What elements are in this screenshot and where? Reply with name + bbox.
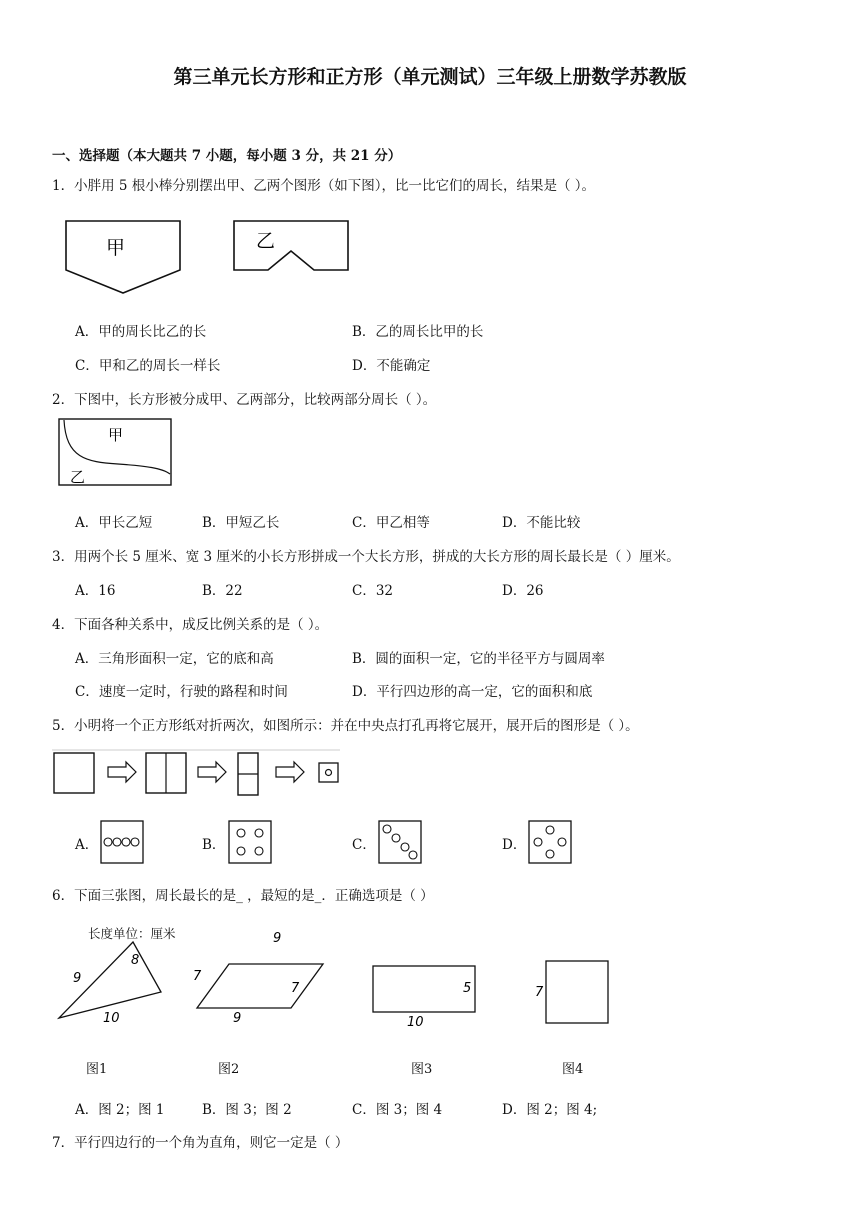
fig2-shape [197,964,323,1008]
figure-caption-1: 图1 [86,1062,108,1077]
q2-option-c[interactable]: C．甲乙相等 [352,515,430,531]
q4-option-a[interactable]: A．三角形面积一定，它的底和高 [75,651,274,667]
svg-text:10: 10 [407,1015,424,1030]
q2-label-yi: 乙 [70,468,86,486]
unit-note: 长度单位：厘米 [88,926,176,941]
q5-option-d-figure[interactable] [528,820,574,864]
q2-option-d[interactable]: D．不能比较 [502,515,581,531]
q6-option-a[interactable]: A．图 2；图 1 [75,1102,165,1118]
question-1-text: 1．小胖用 5 根小棒分别摆出甲、乙两个图形（如下图），比一比它们的周长，结果是（ ）。 [52,178,596,194]
svg-text:9: 9 [73,971,82,986]
q5-option-d[interactable]: D． [502,837,527,853]
q1-option-c[interactable]: C．甲和乙的周长一样长 [75,358,221,374]
q6-option-d[interactable]: D．图 2；图 4; [502,1102,598,1118]
q5-option-a[interactable]: A． [75,837,99,853]
arrow-right-icon [276,762,304,782]
question-6-text: 6．下面三张图，周长最长的是_ ，最短的是_．正确选项是（ ） [52,888,434,904]
figure-caption-3: 图3 [411,1062,433,1077]
page-title: 第三单元长方形和正方形（单元测试）三年级上册数学苏教版 [173,66,687,88]
q5-option-c[interactable]: C． [352,837,376,853]
svg-text:10: 10 [103,1011,120,1026]
question-7-text: 7．平行四边行的一个角为直角，则它一定是（ ） [52,1135,349,1151]
q3-option-a[interactable]: A．16 [75,583,116,599]
fig3-rectangle [373,966,475,1012]
question-5-text: 5．小明将一个正方形纸对折两次，如图所示：并在中央点打孔再将它展开，展开后的图形是（ ）。 [52,718,639,734]
fold-step-square [54,753,94,793]
question-4-text: 4．下面各种关系中，成反比例关系的是（ ）。 [52,617,329,633]
svg-text:9: 9 [233,1011,242,1026]
q6-option-c[interactable]: C．图 3；图 4 [352,1102,443,1118]
shape-jia-label: 甲 [106,237,126,259]
q5-option-c-figure[interactable] [378,820,424,864]
q4-option-d[interactable]: D．平行四边形的高一定，它的面积和底 [352,684,593,700]
q2-option-b[interactable]: B．甲短乙长 [202,515,280,531]
question-2-figure [58,418,174,488]
svg-text:9: 9 [273,931,282,946]
question-6-figures [55,930,625,1030]
question-3-text: 3．用两个长 5 厘米、宽 3 厘米的小长方形拼成一个大长方形，拼成的大长方形的周长最长是（ ）厘米。 [52,549,680,565]
q2-option-a[interactable]: A．甲长乙短 [75,515,153,531]
arrow-right-icon [108,762,136,782]
q1-option-a[interactable]: A．甲的周长比乙的长 [75,324,207,340]
q1-option-b[interactable]: B．乙的周长比甲的长 [352,324,484,340]
svg-text:5: 5 [463,981,472,996]
q2-label-jia: 甲 [108,426,124,444]
question-5-folding-figure [52,749,352,799]
figure-caption-2: 图2 [218,1062,240,1077]
q5-option-b[interactable]: B． [202,837,226,853]
q3-option-c[interactable]: C．32 [352,583,394,599]
q5-option-b-figure[interactable] [228,820,274,864]
figure-caption-4: 图4 [562,1062,584,1077]
q4-option-c[interactable]: C．速度一定时，行驶的路程和时间 [75,684,288,700]
question-1-figure [60,215,360,300]
q1-option-d[interactable]: D．不能确定 [352,358,431,374]
arrow-right-icon [198,762,226,782]
svg-text:7: 7 [535,985,544,1000]
svg-text:8: 8 [131,953,140,968]
q3-option-d[interactable]: D．26 [502,583,544,599]
q6-option-b[interactable]: B．图 3；图 2 [202,1102,292,1118]
q3-option-b[interactable]: B．22 [202,583,243,599]
section-heading: 一、选择题（本大题共 7 小题，每小题 3 分，共 21 分） [52,148,402,164]
q4-option-b[interactable]: B．圆的面积一定，它的半径平方与圆周率 [352,651,605,667]
svg-text:7: 7 [193,969,202,984]
svg-text:7: 7 [291,981,300,996]
fig4-square [546,961,608,1023]
question-2-text: 2．下图中，长方形被分成甲、乙两部分，比较两部分周长（ ）。 [52,392,437,408]
shape-yi-label: 乙 [256,230,276,252]
fold-step-punched [319,763,338,782]
q5-option-a-figure[interactable] [100,820,146,864]
shape-yi [234,221,348,270]
